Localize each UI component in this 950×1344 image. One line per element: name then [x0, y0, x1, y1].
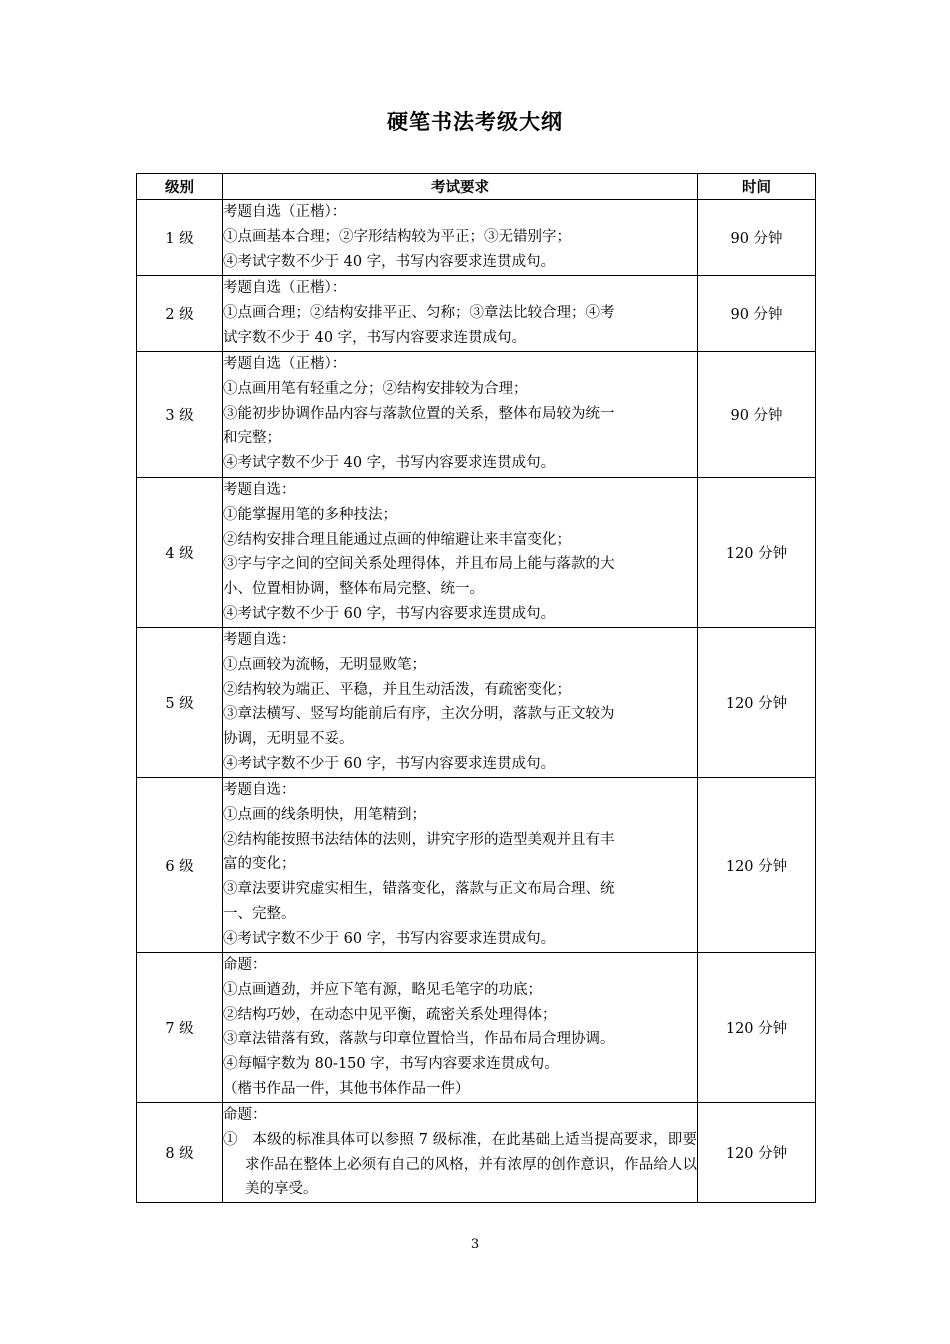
requirement-line: （楷书作品一件，其他书体作品一件） [223, 1080, 470, 1097]
requirement-line: 考题自选： [223, 482, 296, 498]
requirement-line: ④考试字数不少于 40 字，书写内容要求连贯成句。 [223, 253, 556, 270]
table-row [137, 953, 816, 1103]
requirement-line: 一、完整。 [223, 905, 296, 922]
requirement-line: ①能掌握用笔的多种技法； [223, 506, 397, 523]
requirement-line: 考题自选（正楷）： [223, 356, 347, 372]
time-cell: 90 分钟 [698, 200, 816, 276]
table-row [137, 276, 816, 352]
table-row [137, 778, 816, 953]
requirement-line: 考题自选： [223, 632, 296, 648]
requirement-line: 考题自选（正楷）： [223, 204, 347, 220]
requirement-line: ③章法错落有致，落款与印章位置恰当，作品布局合理协调。 [223, 1031, 615, 1048]
time-cell: 90 分钟 [698, 352, 816, 478]
level-cell: 2 级 [137, 276, 223, 352]
level-cell: 1 级 [137, 200, 223, 276]
requirements-cell [223, 628, 698, 778]
requirement-line: 考题自选（正楷）： [223, 280, 347, 296]
requirement-paragraph: ① 本级的标准具体可以参照 7 级标准，在此基础上适当提高要求，即要求作品在整体上必须有自己的风格，并有浓厚的创作意识，作品给人以美的享受。 [223, 1131, 697, 1198]
table-row [137, 628, 816, 778]
requirement-line: ③能初步协调作品内容与落款位置的关系，整体布局较为统一 [223, 405, 615, 422]
requirements-cell [223, 276, 698, 352]
requirement-line: ②结构安排合理且能通过点画的伸缩避让来丰富变化； [223, 531, 571, 548]
level-cell: 8 级 [137, 1103, 223, 1203]
time-cell: 120 分钟 [698, 1103, 816, 1203]
requirement-line: ③字与字之间的空间关系处理得体，并且布局上能与落款的大 [223, 556, 615, 573]
requirement-line: ②结构能按照书法结体的法则，讲究字形的造型美观并且有丰 [223, 831, 615, 848]
time-cell: 120 分钟 [698, 478, 816, 628]
requirement-line: ④考试字数不少于 60 字，书写内容要求连贯成句。 [223, 755, 556, 772]
requirement-line: ①点画基本合理；②字形结构较为平正；③无错别字； [223, 228, 571, 245]
requirement-line: ①点画合理；②结构安排平正、匀称；③章法比较合理；④考 [223, 304, 615, 321]
time-cell: 120 分钟 [698, 778, 816, 953]
time-cell: 120 分钟 [698, 953, 816, 1103]
requirement-line: 考题自选： [223, 782, 296, 798]
requirement-line: 和完整； [223, 430, 281, 447]
requirement-line: ②结构巧妙，在动态中见平衡，疏密关系处理得体； [223, 1006, 557, 1023]
requirements-cell [223, 953, 698, 1103]
table-row [137, 352, 816, 478]
requirement-line: ②结构较为端正、平稳，并且生动活泼，有疏密变化； [223, 681, 571, 698]
requirement-line: ①点画用笔有轻重之分；②结构安排较为合理； [223, 380, 528, 397]
header-level: 级别 [137, 174, 223, 200]
time-cell: 120 分钟 [698, 628, 816, 778]
requirements-cell [223, 778, 698, 953]
requirement-line: ④考试字数不少于 60 字，书写内容要求连贯成句。 [223, 930, 556, 947]
table-row [137, 200, 816, 276]
requirement-line: ①点画的线条明快，用笔精到； [223, 806, 426, 823]
time-cell: 90 分钟 [698, 276, 816, 352]
level-cell: 3 级 [137, 352, 223, 478]
requirement-line: 富的变化； [223, 856, 296, 873]
requirement-line: ④考试字数不少于 60 字，书写内容要求连贯成句。 [223, 605, 556, 622]
header-requirements: 考试要求 [223, 174, 698, 200]
level-cell: 5 级 [137, 628, 223, 778]
level-cell: 4 级 [137, 478, 223, 628]
syllabus-table [136, 173, 816, 1203]
table-row [137, 1103, 816, 1203]
requirement-line: 小、位置相协调，整体布局完整、统一。 [223, 581, 484, 598]
requirement-line: 协调，无明显不妥。 [223, 731, 354, 748]
requirements-cell [223, 1103, 698, 1203]
requirement-line: 命题： [223, 957, 267, 973]
level-cell: 6 级 [137, 778, 223, 953]
requirements-cell [223, 200, 698, 276]
level-cell: 7 级 [137, 953, 223, 1103]
page-number: 3 [470, 1237, 480, 1252]
requirement-line: ③章法横写、竖写均能前后有序，主次分明，落款与正文较为 [223, 706, 615, 723]
requirement-line: ③章法要讲究虚实相生，错落变化，落款与正文布局合理、统 [223, 881, 615, 898]
page-title: 硬笔书法考级大纲 [387, 110, 563, 134]
requirement-line: 命题： [223, 1107, 267, 1123]
requirement-line: 试字数不少于 40 字，书写内容要求连贯成句。 [223, 329, 527, 346]
header-time: 时间 [698, 174, 816, 200]
requirement-line: ①点画遒劲，并应下笔有源，略见毛笔字的功底； [223, 981, 542, 998]
requirements-cell [223, 352, 698, 478]
requirement-line: ④每幅字数为 80-150 字，书写内容要求连贯成句。 [223, 1056, 559, 1073]
requirement-line: ④考试字数不少于 40 字，书写内容要求连贯成句。 [223, 455, 556, 472]
table-header-row [137, 174, 816, 200]
requirement-line: ①点画较为流畅，无明显败笔； [223, 656, 426, 673]
table-row [137, 478, 816, 628]
requirements-cell [223, 478, 698, 628]
